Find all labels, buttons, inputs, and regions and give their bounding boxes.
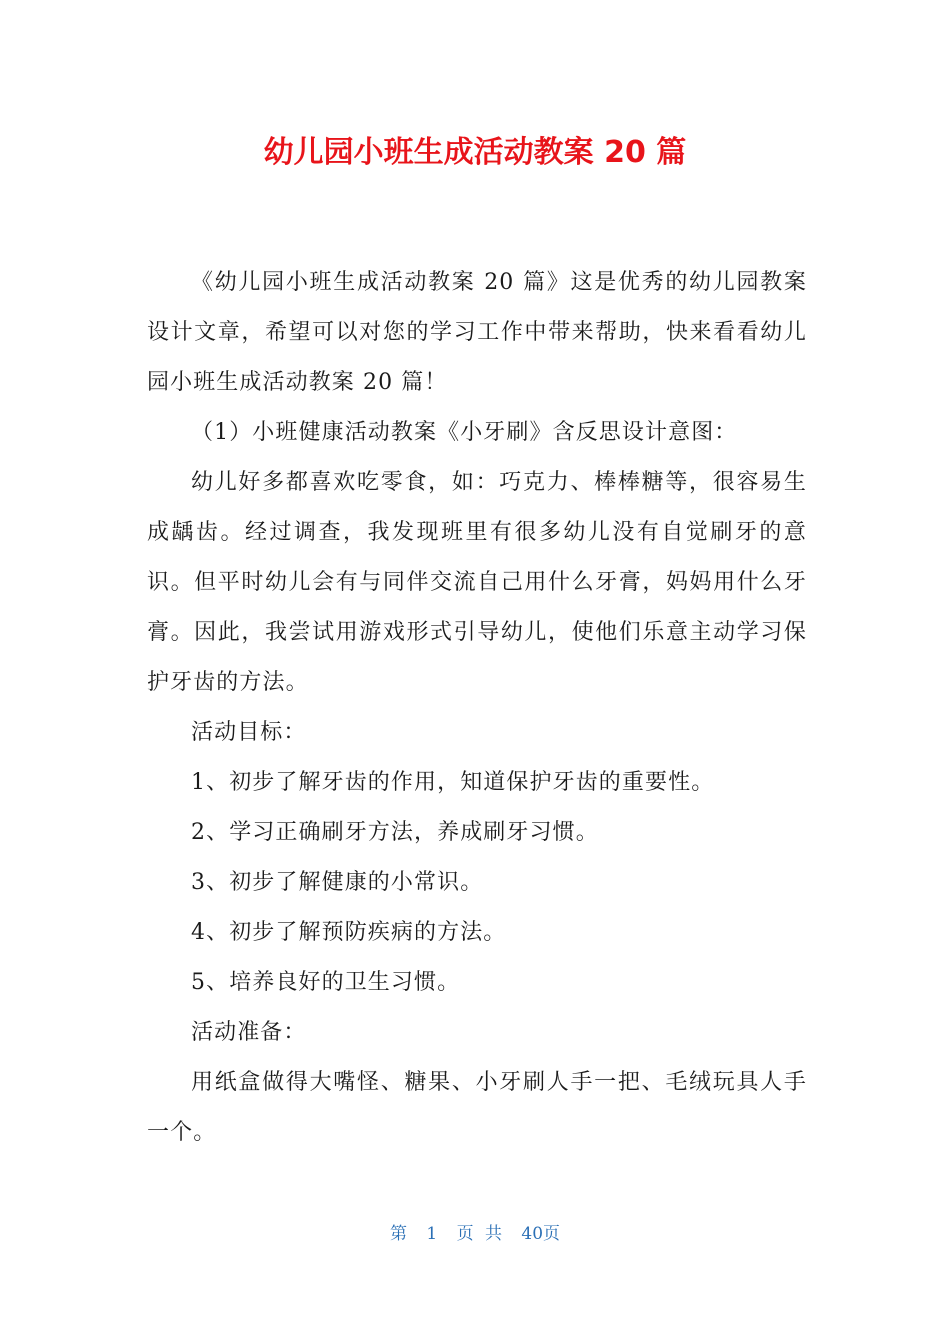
footer-current-page: 1 (426, 1224, 438, 1244)
paragraph-design-intent: 幼儿好多都喜欢吃零食，如：巧克力、棒棒糖等，很容易生成龋齿。经过调查，我发现班里有很多幼儿没有自觉刷牙的意识。但平时幼儿会有与同伴交流自己用什么牙膏，妈妈用什么牙膏。因此，我尝试用游戏形式引导幼儿，使他们乐意主动学习保护牙齿的方法。 (147, 470, 807, 695)
footer-total-pages: 40页 (521, 1224, 561, 1244)
paragraph-goal-1: 1、初步了解牙齿的作用，知道保护牙齿的重要性。 (191, 770, 715, 795)
paragraph-prep-materials: 用纸盒做得大嘴怪、糖果、小牙刷人手一把、毛绒玩具人手一个。 (147, 1070, 807, 1145)
paragraph-goal-4: 4、初步了解预防疾病的方法。 (191, 920, 507, 945)
paragraph-goal-5: 5、培养良好的卫生习惯。 (191, 970, 461, 995)
paragraph-goal-3: 3、初步了解健康的小常识。 (191, 870, 484, 895)
paragraph-goal-2: 2、学习正确刷牙方法，养成刷牙习惯。 (191, 820, 599, 845)
paragraph-goals-heading: 活动目标： (191, 720, 307, 745)
document-body (147, 258, 807, 1158)
paragraph-intro: 《幼儿园小班生成活动教案 20 篇》这是优秀的幼儿园教案设计文章，希望可以对您的学习工作中带来帮助，快来看看幼儿园小班生成活动教案 20 篇！ (147, 270, 807, 395)
footer-prefix: 第 (389, 1224, 407, 1244)
document-title: 幼儿园小班生成活动教案 20 篇 (263, 135, 687, 170)
paragraph-prep-heading: 活动准备： (191, 1020, 307, 1045)
paragraph-section-heading: （1）小班健康活动教案《小牙刷》含反思设计意图： (191, 420, 738, 445)
page-footer (0, 1220, 950, 1248)
footer-middle: 页 共 (456, 1224, 502, 1244)
